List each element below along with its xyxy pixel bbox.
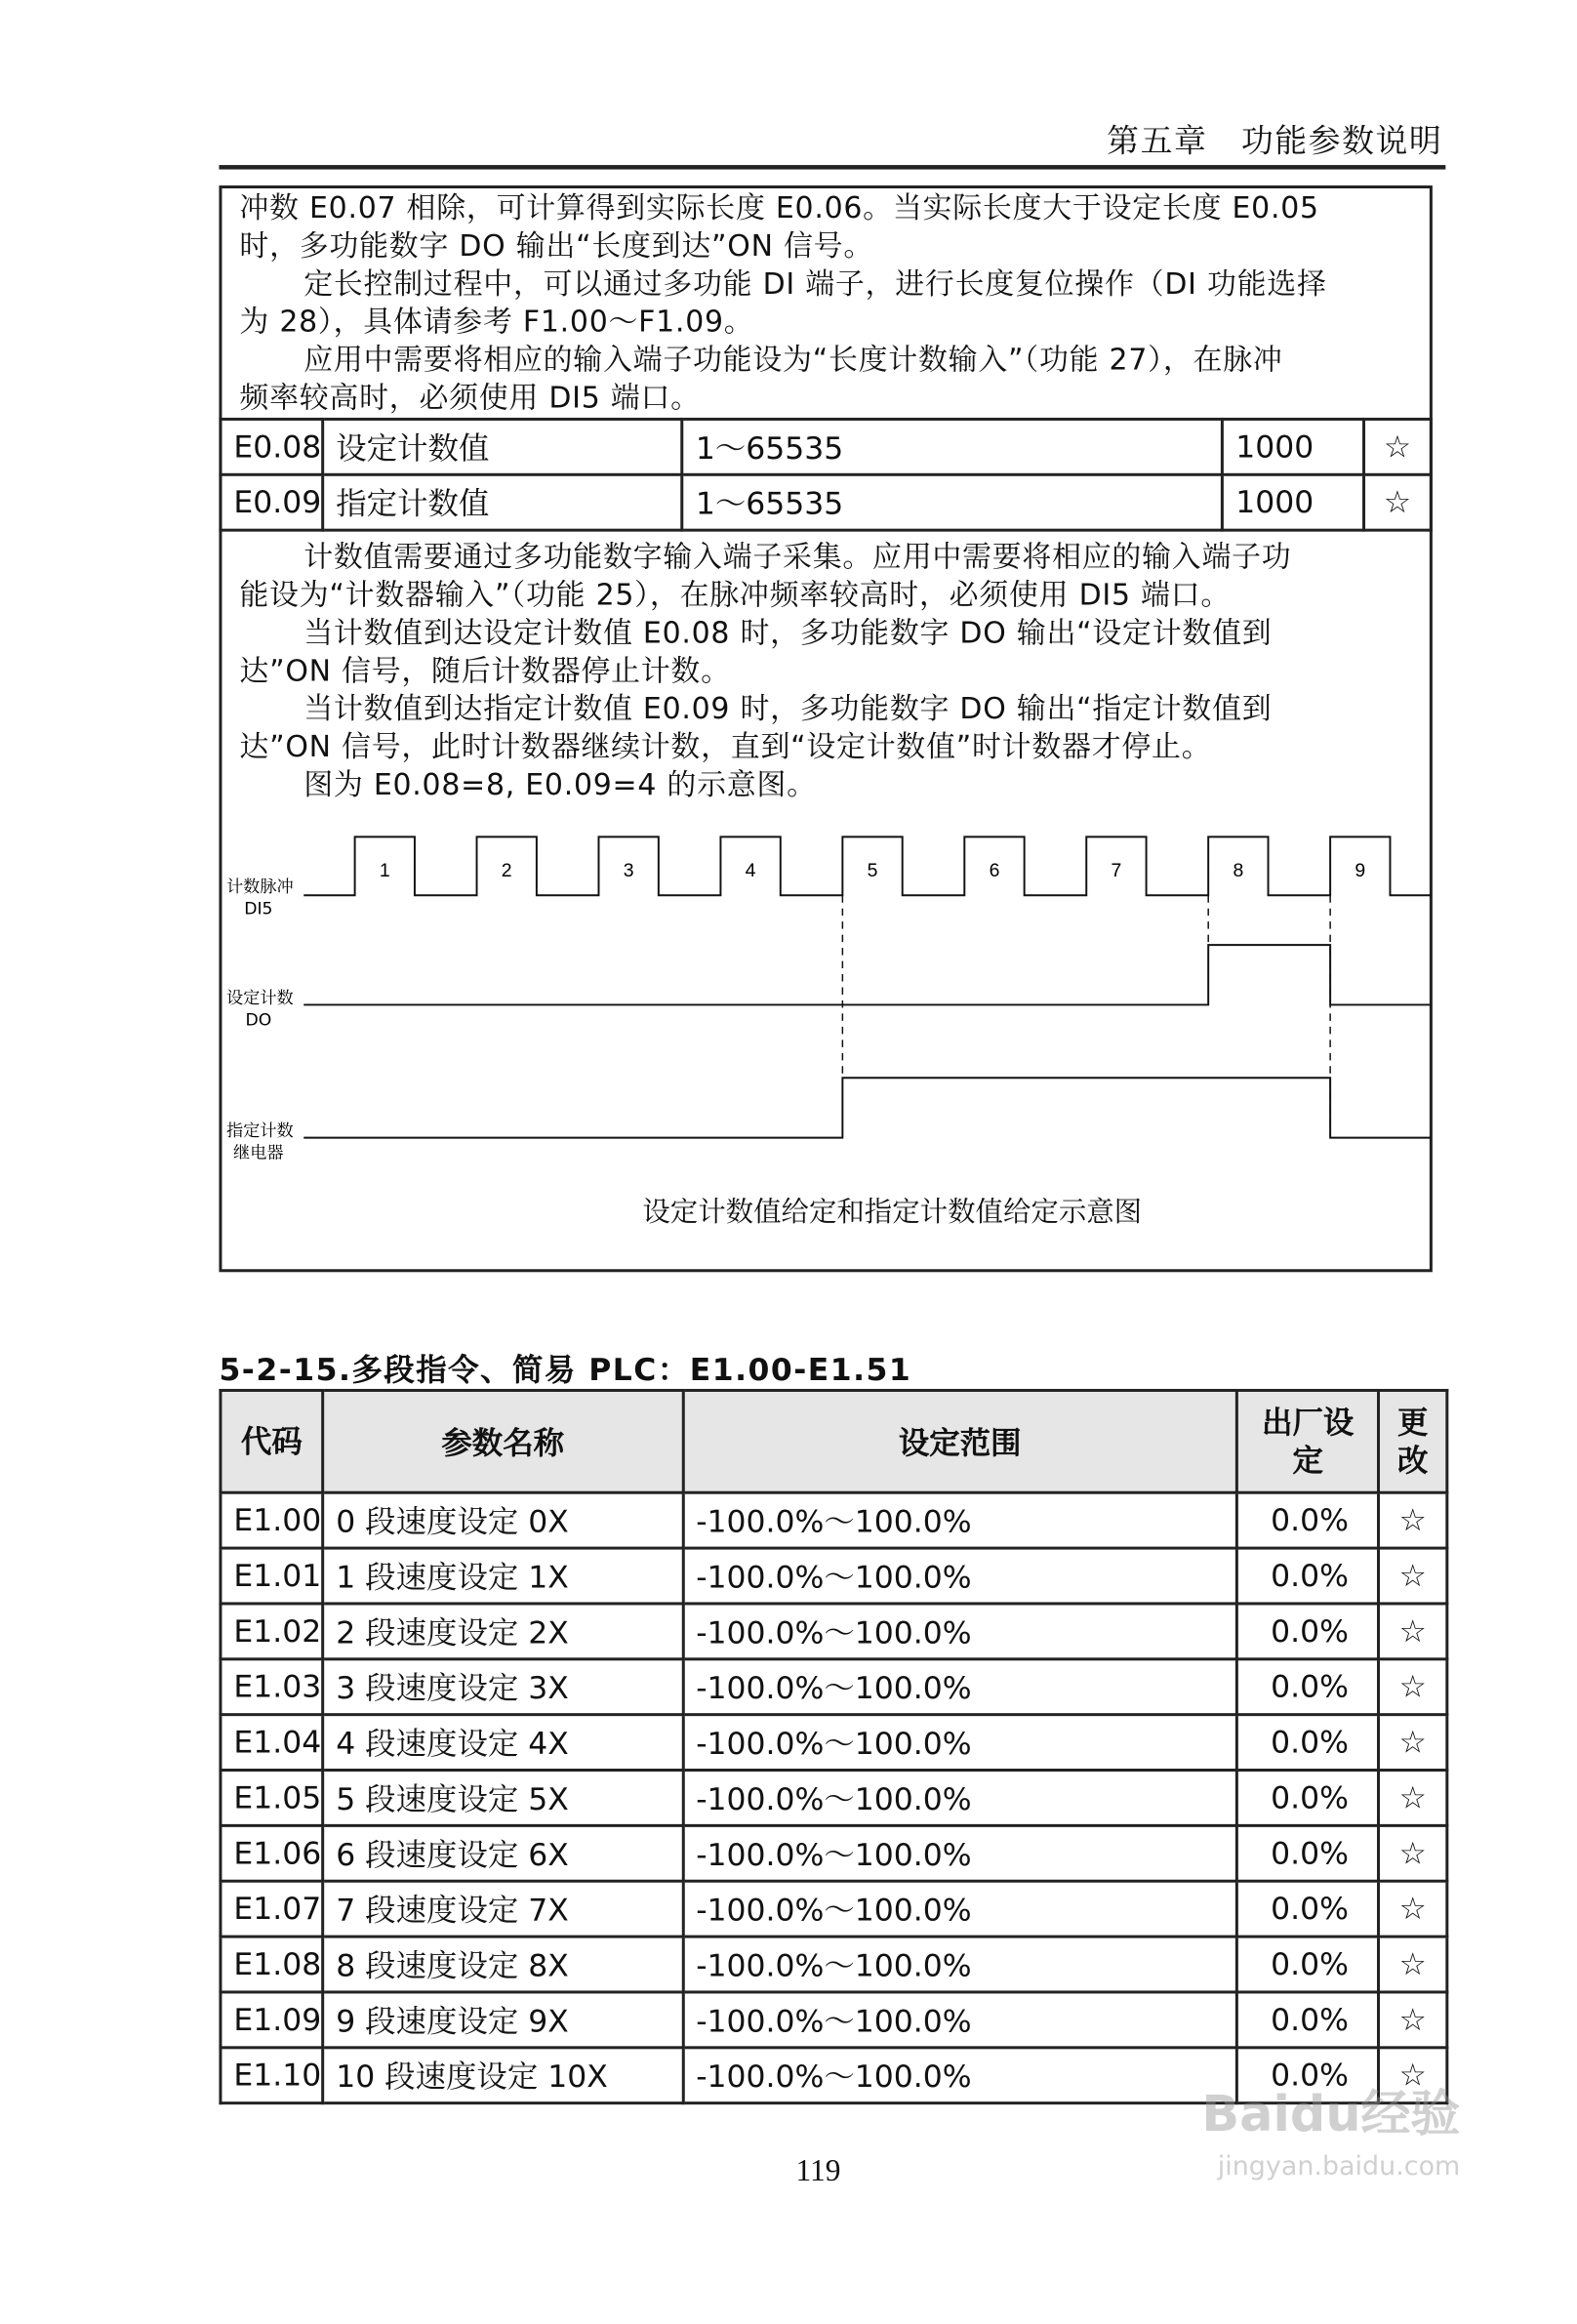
table-cell: -100.0%～100.0% xyxy=(683,1715,1237,1771)
table-cell: E1.00 xyxy=(221,1492,323,1548)
column-header: 参数名称 xyxy=(323,1390,683,1492)
table-cell: E1.04 xyxy=(221,1715,323,1771)
table-cell: 6 段速度设定 6X xyxy=(323,1825,683,1881)
signal-label: DO xyxy=(245,1010,272,1031)
cell-range: 1～65535 xyxy=(682,419,1222,474)
diagram-caption: 设定计数值给定和指定计数值给定示意图 xyxy=(642,1196,1143,1229)
table-cell: E1.05 xyxy=(221,1771,323,1826)
paragraph-line: 达”ON 信号，随后计数器停止计数。 xyxy=(239,652,731,688)
table-cell: 0.0% xyxy=(1237,2048,1379,2103)
paragraph-line: 能设为“计数器输入”（功能 25），在脉冲频率较高时，必须使用 DI5 端口。 xyxy=(239,577,1232,612)
section-title: 5-2-15.多段指令、简易 PLC：E1.00-E1.51 xyxy=(219,1352,912,1388)
table-row xyxy=(221,1825,1447,1881)
paragraph-line: 图为 E0.08=8, E0.09=4 的示意图。 xyxy=(303,766,817,802)
table-cell: -100.0%～100.0% xyxy=(683,1659,1237,1715)
paragraph-line: 当计数值到达设定计数值 E0.08 时，多功能数字 DO 输出“设定计数值到 xyxy=(303,614,1273,650)
column-header: 更改 xyxy=(1379,1390,1447,1492)
paragraph-line: 时，多功能数字 DO 输出“长度到达”ON 信号。 xyxy=(239,227,873,264)
table-cell: 0.0% xyxy=(1237,1604,1379,1659)
table-cell: 7 段速度设定 7X xyxy=(323,1881,683,1937)
table-cell: 10 段速度设定 10X xyxy=(323,2048,683,2103)
table-cell: -100.0%～100.0% xyxy=(683,1825,1237,1881)
cell-code: E0.08 xyxy=(221,419,323,474)
table-cell: -100.0%～100.0% xyxy=(683,1992,1237,2048)
table-cell: -100.0%～100.0% xyxy=(683,1604,1237,1659)
table-cell: -100.0%～100.0% xyxy=(683,1937,1237,1992)
table-cell: 8 段速度设定 8X xyxy=(323,1937,683,1992)
table-cell: ☆ xyxy=(1379,1771,1447,1826)
paragraph-line: 计数值需要通过多功能数字输入端子采集。应用中需要将相应的输入端子功 xyxy=(303,539,1292,575)
param-table-e0 xyxy=(219,418,1432,532)
table-cell: 5 段速度设定 5X xyxy=(323,1771,683,1826)
table-cell: ☆ xyxy=(1379,1492,1447,1548)
table-cell: -100.0%～100.0% xyxy=(683,2048,1237,2103)
table-cell: E1.09 xyxy=(221,1992,323,2048)
table-cell: 0.0% xyxy=(1237,1937,1379,1992)
table-cell: 0 段速度设定 0X xyxy=(323,1492,683,1548)
table-cell: E1.02 xyxy=(221,1604,323,1659)
table-row xyxy=(221,474,1431,530)
header-rule xyxy=(219,165,1445,169)
pulse-label: 6 xyxy=(989,859,1000,881)
table-cell: E1.08 xyxy=(221,1937,323,1992)
table-row xyxy=(221,1492,1447,1548)
signal-label: 设定计数 xyxy=(225,988,294,1008)
pulse-label: 7 xyxy=(1111,859,1122,881)
page-number: 119 xyxy=(795,2152,841,2188)
table-cell: 0.0% xyxy=(1237,1771,1379,1826)
table-cell: 0.0% xyxy=(1237,1881,1379,1937)
table-row xyxy=(221,1771,1447,1826)
table-cell: 1 段速度设定 1X xyxy=(323,1548,683,1604)
table-cell: 0.0% xyxy=(1237,1715,1379,1771)
table-row xyxy=(221,1881,1447,1937)
cell-change: ☆ xyxy=(1364,474,1432,530)
table-cell: 0.0% xyxy=(1237,1825,1379,1881)
table-cell: -100.0%～100.0% xyxy=(683,1548,1237,1604)
pulse-label: 8 xyxy=(1233,859,1244,881)
table-cell: 3 段速度设定 3X xyxy=(323,1659,683,1715)
table-cell: 2 段速度设定 2X xyxy=(323,1604,683,1659)
table-row xyxy=(221,1604,1447,1659)
table-cell: -100.0%～100.0% xyxy=(683,1492,1237,1548)
table-row xyxy=(221,419,1431,474)
table-cell: ☆ xyxy=(1379,1825,1447,1881)
watermark-logo xyxy=(1201,2085,1461,2194)
cell-code: E0.09 xyxy=(221,474,323,530)
cell-range: 1～65535 xyxy=(682,474,1222,530)
table-cell: E1.06 xyxy=(221,1825,323,1881)
param-table-e1 xyxy=(219,1389,1448,2104)
cell-change: ☆ xyxy=(1364,419,1432,474)
paragraph-line: 达”ON 信号，此时计数器继续计数，直到“设定计数值”时计数器才停止。 xyxy=(239,728,1212,764)
watermark-url: jingyan.baidu.com xyxy=(1217,2151,1461,2182)
pulse-label: 1 xyxy=(379,859,390,881)
paragraph-line: 当计数值到达指定计数值 E0.09 时，多功能数字 DO 输出“指定计数值到 xyxy=(303,690,1273,726)
signal-label: 计数脉冲 xyxy=(225,877,294,898)
cell-default: 1000 xyxy=(1223,474,1364,530)
table-row xyxy=(221,1992,1447,2048)
table-cell: ☆ xyxy=(1379,1937,1447,1992)
pulse-label: 3 xyxy=(623,859,634,881)
table-cell: E1.03 xyxy=(221,1659,323,1715)
table-cell: 9 段速度设定 9X xyxy=(323,1992,683,2048)
paragraph-line: 应用中需要将相应的输入端子功能设为“长度计数输入”（功能 27），在脉冲 xyxy=(303,342,1283,378)
box1-text xyxy=(239,188,1326,416)
cell-default: 1000 xyxy=(1223,419,1364,474)
table-row xyxy=(221,1548,1447,1604)
signal-label: 继电器 xyxy=(233,1143,284,1163)
table-cell: ☆ xyxy=(1379,1715,1447,1771)
pulse-label: 4 xyxy=(745,859,756,881)
dashed-guides xyxy=(842,895,1330,1137)
signal-label: 指定计数 xyxy=(225,1121,294,1142)
paragraph-line: 为 28），具体请参考 F1.00～F1.09。 xyxy=(239,304,754,340)
paragraph-line: 频率较高时，必须使用 DI5 端口。 xyxy=(239,380,701,415)
table-cell: 0.0% xyxy=(1237,1659,1379,1715)
table-cell: 0.0% xyxy=(1237,1492,1379,1548)
table-cell: E1.01 xyxy=(221,1548,323,1604)
cell-name: 设定计数值 xyxy=(323,419,683,474)
watermark-brand: Baidu经验 xyxy=(1201,2085,1461,2144)
table-cell: E1.07 xyxy=(221,1881,323,1937)
table-row xyxy=(221,1937,1447,1992)
table-cell: ☆ xyxy=(1379,1548,1447,1604)
box2-text xyxy=(239,538,1291,803)
column-header: 设定范围 xyxy=(683,1390,1237,1492)
table-cell: -100.0%～100.0% xyxy=(683,1881,1237,1937)
table-cell: 4 段速度设定 4X xyxy=(323,1715,683,1771)
signal-label: DI5 xyxy=(244,899,273,919)
pulse-label: 9 xyxy=(1355,859,1366,881)
pulse-label: 2 xyxy=(501,859,512,881)
column-header: 代码 xyxy=(221,1390,323,1492)
cell-name: 指定计数值 xyxy=(323,474,683,530)
table-cell: ☆ xyxy=(1379,1992,1447,2048)
table-cell: 0.0% xyxy=(1237,1548,1379,1604)
table-cell: ☆ xyxy=(1379,1604,1447,1659)
column-header: 出厂设定 xyxy=(1237,1390,1379,1492)
table-cell: E1.10 xyxy=(221,2048,323,2103)
pulse-label: 5 xyxy=(867,859,878,881)
chapter-header: 第五章 功能参数说明 xyxy=(1107,124,1443,161)
table-cell: ☆ xyxy=(1379,2048,1447,2103)
table-cell: -100.0%～100.0% xyxy=(683,1771,1237,1826)
do-waveform xyxy=(303,945,1431,1004)
paragraph-line: 定长控制过程中，可以通过多功能 DI 端子，进行长度复位操作（DI 功能选择 xyxy=(303,265,1327,302)
paragraph-line: 冲数 E0.07 相除，可计算得到实际长度 E0.06。当实际长度大于设定长度 E0.05 xyxy=(239,189,1319,225)
table-row xyxy=(221,1659,1447,1715)
table-cell: 0.0% xyxy=(1237,1992,1379,2048)
relay-waveform xyxy=(303,1078,1431,1137)
table-row xyxy=(221,1715,1447,1771)
table-cell: ☆ xyxy=(1379,1659,1447,1715)
table-cell: ☆ xyxy=(1379,1881,1447,1937)
